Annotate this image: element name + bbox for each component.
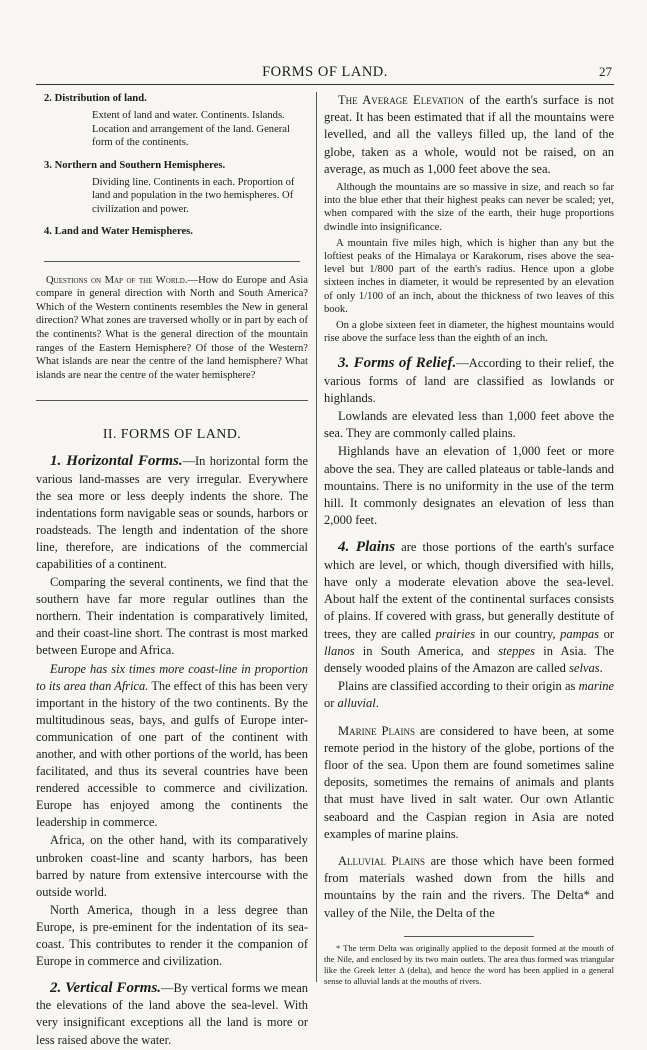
paragraph-text: are considered to have been, at some remote period in the history of the globe, portions of the floor of the sea. Upon them are found sometimes saline deposits, sometimes the remains of animals and plants that must have lived in salt water. Our own Atlantic seaboard and the Caspian region in Asia are noted examples of marine plains. <box>324 723 614 841</box>
footnote-rule <box>404 936 534 937</box>
outline-number: 3. <box>44 159 52 171</box>
outline-heading <box>36 159 308 172</box>
term-marine: marine <box>578 679 614 694</box>
outline-item <box>36 225 308 238</box>
paragraph <box>324 723 614 843</box>
small-paragraph: On a globe sixteen feet in diameter, the highest mountains would rise above the surface less than the eighth of an inch. <box>324 320 614 345</box>
term-pampas: pampas <box>560 626 600 641</box>
outline-item <box>36 92 308 150</box>
topic-outline <box>36 92 308 239</box>
paragraph: Highlands have an elevation of 1,000 feet or more above the sea. They are called plateaus or table-lands and mountains. There is no uniformity in the use of the term hill. It commonly designates an elevation of less than 2,000 feet. <box>324 444 614 528</box>
right-body-text-2 <box>324 355 614 921</box>
section-title: II. FORMS OF LAND. <box>102 427 242 443</box>
paragraph-text: or <box>599 626 614 641</box>
outline-description: Dividing line. Continents in each. Proportion of land and population in the two hemispheres. Of civilization and power. <box>92 177 295 215</box>
small-print-notes <box>324 181 614 345</box>
outline-heading <box>36 92 308 105</box>
questions-text: —How do Europe and Asia compare in general direction with North and South America? Which of the Western continents resembles the New in general direction? What zones are traversed wholly or in part by each of the continents? What is the general direction of the mountain ranges of the Eastern Hemisphere? Of those of the Western? What islands are near the centre of the land hemisphere? What islands are near the centre of the water hemisphere? <box>36 274 308 381</box>
term-prairies: prairies <box>435 626 476 641</box>
paragraph <box>36 661 308 832</box>
paragraph-text: in South America, and <box>354 643 499 658</box>
paragraph: Comparing the several continents, we find that the southern have far more regular outlines than the northern. Their indentation is comparatively limited, and their coast-line short. The contrast is most marked between Europe and Africa. <box>36 575 308 658</box>
paragraph <box>324 355 614 407</box>
outline-number: 4. <box>44 226 52 238</box>
paragraph-text: of the earth's surface is not great. It has been estimated that if all the mountains were levelled, and all the valleys filled up, the land of the globe, taken as a whole, would not be raised, on an average, as much as 1,000 feet above the sea. <box>324 93 614 176</box>
questions-lead: Questions on Map of the World. <box>46 274 188 286</box>
outline-title: Distribution of land. <box>54 93 147 104</box>
term-alluvial: alluvial <box>337 696 376 711</box>
outline-title: Northern and Southern Hemispheres. <box>54 159 226 171</box>
right-column <box>324 92 614 988</box>
subheading-vertical-forms: 2. Vertical Forms. <box>50 980 162 997</box>
footnote: * The term Delta was originally applied to the deposit formed at the mouth of the Nile, and enclosed by its two main outlets. The area thus formed was triangular like the Greek letter Δ (delta), and hence the word has been applied in a general sense to alluvial lands at the mouths of rivers. <box>324 942 614 987</box>
lead-alluvial-plains: Alluvial Plains <box>338 853 426 868</box>
paragraph-text: or <box>324 696 338 711</box>
section-rule <box>44 261 300 262</box>
term-selvas: selvas <box>569 660 600 675</box>
map-questions <box>36 274 308 383</box>
paragraph: Africa, on the other hand, with its comparatively unbroken coast-line and scanty harbors, has been barred by nature from extensive intercourse with the outside world. <box>36 833 308 899</box>
subheading-horizontal-forms: 1. Horizontal Forms. <box>50 453 183 470</box>
paragraph-text: —In horizontal form the various land-masses are very irregular. Everywhere the sea more or less deeply indents the shore. The indentations form navigable seas or sounds, harbors or roadsteads. The length and indentation of the shore line, therefore, are indications of the commercial capabilities of a continent. <box>36 454 308 571</box>
left-column <box>36 92 308 1050</box>
lead-marine-plains: Marine Plains <box>338 723 415 738</box>
small-paragraph: A mountain five miles high, which is higher than any but the loftiest peaks of the Himalaya or Karakorum, rises above the sea-level but 1/800 part of the earth's radius. Hence upon a globe sixteen inches in diameter, it would be represented by an elevation of only 1/100 of an inch, about the thickness of two leaves of this book. <box>324 237 614 315</box>
section-rule <box>36 400 308 401</box>
lead-average-elevation: The Average Elevation <box>338 93 465 107</box>
paragraph: Lowlands are elevated less than 1,000 feet above the sea. They are commonly called plains. <box>324 409 614 441</box>
column-divider <box>316 92 317 982</box>
left-body-text <box>36 453 308 1048</box>
subheading-forms-of-relief: 3. Forms of Relief. <box>338 355 457 372</box>
paragraph-text: . <box>599 660 603 675</box>
paragraph-text: are those portions of the earth's surface which are level, or which, though diversified with hills, have only a moderate elevation above the sea-level. About half the extent of the continental surfaces consists of plains. If covered with grass, but generally destitute of trees, they are called <box>324 540 614 641</box>
running-header <box>36 64 614 85</box>
paragraph: North America, though in a less degree than Europe, is pre-eminent for the indentation of its sea-coast. This contributes to render it the companion of Europe in commerce and civilization. <box>36 902 308 969</box>
paragraph <box>36 980 308 1048</box>
paragraph-text: —According to their relief, the various forms of land are classified as lowlands or highlands. <box>324 356 614 405</box>
subheading-plains: 4. Plains <box>338 539 396 556</box>
outline-item <box>36 159 308 217</box>
paragraph-text: The effect of this has been very important in the history of the two continents. By the multitudinous seas, bays, and gulfs of Europe inter-communication of one part of the continent with another, and with other portions of the world, has been facilitated, and thus its several countries have been rendered accessible to commerce and civilization. Europe has enjoyed among the continents the leadership in commerce. <box>36 678 308 830</box>
paragraph <box>324 92 614 178</box>
page-number: 27 <box>599 64 612 79</box>
paragraph <box>324 539 614 677</box>
outline-heading <box>36 225 308 238</box>
running-title: FORMS OF LAND. <box>262 64 388 80</box>
italic-emphasis: Europe has six times more coast-line in proportion to its area than Africa. <box>36 661 308 693</box>
term-llanos: llanos <box>324 643 355 658</box>
outline-description: Extent of land and water. Continents. Islands. Location and arrangement of the land. General form of the continents. <box>92 110 290 149</box>
paragraph-text: Plains are classified according to their origin as <box>338 679 579 694</box>
paragraph-text: . <box>375 696 379 711</box>
right-body-text <box>324 92 614 178</box>
paragraph <box>36 453 308 573</box>
paragraph <box>324 853 614 922</box>
paragraph-text: are those which have been formed from materials washed down from the hills and mountains by the rain and the rivers. The Delta* and valley of the Nile, the Delta of the <box>324 853 614 920</box>
small-paragraph: Although the mountains are so massive in size, and reach so far into the blue ether that their highest peaks can never be scaled; yet, when compared with the size of the earth, their huge proportions dwindle into insignificance. <box>324 182 614 233</box>
term-steppes: steppes <box>498 643 535 658</box>
paragraph-text: in our country, <box>475 626 561 641</box>
paragraph-text: —By vertical forms we mean the elevations of the land above the sea-level. With very insignificant exceptions all the land is more or less raised above the water. <box>36 981 308 1047</box>
paragraph <box>324 678 614 712</box>
paragraph-text: in Asia. The densely wooded plains of the Amazon are called <box>324 643 614 675</box>
outline-title: Land and Water Hemispheres. <box>54 226 193 238</box>
outline-number: 2. <box>44 93 52 104</box>
